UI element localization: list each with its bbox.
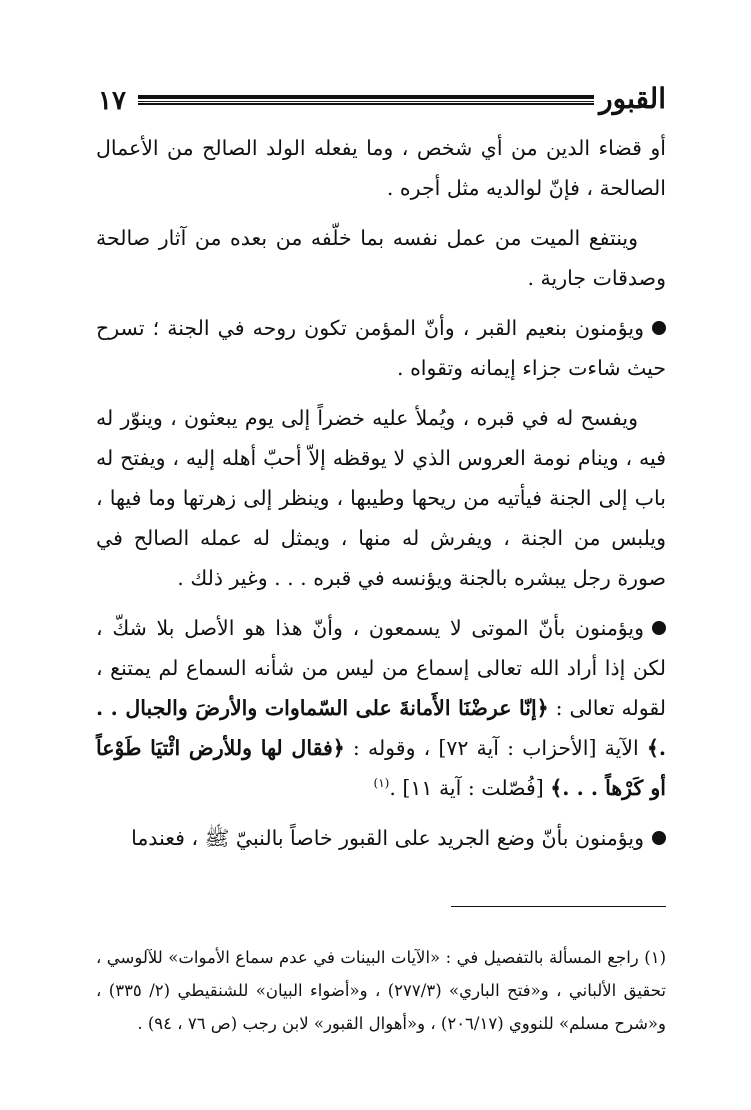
paragraph-2: وينتفع الميت من عمل نفسه بما خلّفه من بعده من آثار صالحة وصدقات جارية . (96, 226, 666, 290)
main-text (96, 128, 666, 858)
header-rule (138, 95, 594, 105)
bullet-icon (652, 831, 666, 845)
paragraph-6-text: ويؤمنون بأنّ وضع الجريد على القبور خاصاً بالنبيّ ﷺ ، فعندما (131, 826, 644, 850)
footnote-reference: (١) (373, 776, 390, 791)
paragraph-5-mid: الآية [الأحزاب : آية ٧٢] ، وقوله : (352, 736, 639, 760)
paragraph-4: ويفسح له في قبره ، ويُملأ عليه خضراً إلى يوم يبعثون ، وينوّر له فيه ، وينام نومة العروس الذي لا يوقظه إلاّ أحبّ أهله إليه ، ويفتح له باب إلى الجنة فيأتيه من ريحها وطيبها ، وينظر إلى زهرتها وما فيها ، ويلبس من الجنة ، ويفرش له منها ، ويمثل له عمله الصالح في صورة رجل يبشره بالجنة ويؤنسه في قبره . . . وغير ذلك . (96, 406, 666, 590)
paragraph-5-end: [فُصّلت : آية ١١] . (389, 776, 544, 800)
book-page (96, 76, 666, 1033)
bullet-icon (652, 321, 666, 335)
paragraph-1: أو قضاء الدين من أي شخص ، وما يفعله الولد الصالح من الأعمال الصالحة ، فإنّ لوالديه مثل أجره . (96, 136, 666, 200)
paragraph-3 (96, 308, 666, 388)
page-header (96, 76, 666, 122)
running-title: القبور (599, 82, 666, 115)
footnote: (١) راجع المسألة بالتفصيل في : «الآيات البينات في عدم سماع الأموات» للآلوسي ، تحقيق الألباني ، و«فتح الباري» (٢٧٧/٣) ، و«أضواء البيان» للشنقيطي (٢/ ٣٣٥) ، و«شرح مسلم» للنووي (٢٠٦/١٧) ، و«أهوال القبور» لابن رجب (ص ٧٦ ، ٩٤) . (96, 947, 666, 1033)
paragraph-5-start: ويؤمنون بأنّ الموتى لا يسمعون ، وأنّ هذا هو الأصل بلا شكّ ، لكن إذا أراد الله تعالى إسماع من ليس من شأنه السماع لم يمتنع ، لقوله تعالى : (96, 616, 666, 720)
quran-verse-2: ﴿فقال لها وللأرض ائْتيَا طَوْعاً أو كَرْهاً . . .﴾ (96, 736, 666, 800)
bullet-icon (652, 621, 666, 635)
quran-verse-1: ﴿إنّا عرضْنَا الأَمانةَ على السّماوات والأرضَ والجبال . . .﴾ (96, 696, 666, 760)
paragraph-3-text: ويؤمنون بنعيم القبر ، وأنّ المؤمن تكون روحه في الجنة ؛ تسرح حيث شاءت جزاء إيمانه وتقواه . (96, 316, 666, 380)
paragraph-6 (96, 818, 666, 858)
paragraph-5 (96, 608, 666, 808)
footnote-divider (451, 906, 666, 907)
page-number: ١٧ (98, 86, 126, 116)
